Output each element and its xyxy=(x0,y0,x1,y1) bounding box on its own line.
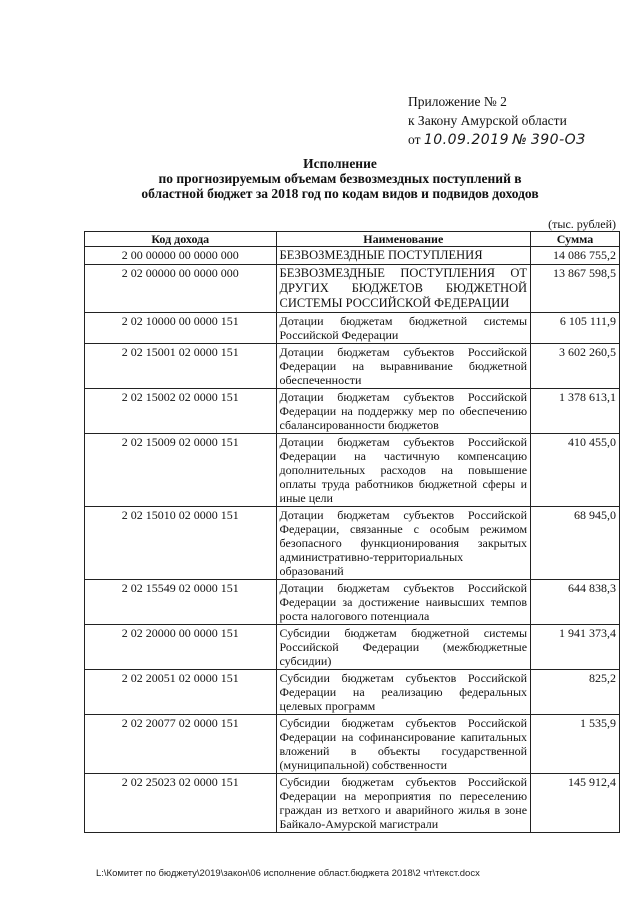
table-row xyxy=(85,715,620,774)
row-code: 2 02 20077 02 0000 151 xyxy=(85,715,277,774)
revenue-table xyxy=(84,231,620,833)
row-name: Субсидии бюджетам бюджетной системы Российской Федерации (межбюджетные субсидии) xyxy=(276,625,531,670)
row-code: 2 02 00000 00 0000 000 xyxy=(85,265,277,313)
row-sum: 644 838,3 xyxy=(531,580,620,625)
table-row xyxy=(85,580,620,625)
table-row xyxy=(85,247,620,265)
row-sum: 68 945,0 xyxy=(531,507,620,580)
handwritten-date: 10.09.2019 xyxy=(423,132,510,148)
row-code: 2 02 15549 02 0000 151 xyxy=(85,580,277,625)
header-code: Код дохода xyxy=(85,232,277,247)
row-code: 2 02 15002 02 0000 151 xyxy=(85,389,277,434)
units-label: (тыс. рублей) xyxy=(548,217,616,231)
row-code: 2 02 15001 02 0000 151 xyxy=(85,344,277,389)
row-sum: 410 455,0 xyxy=(531,434,620,507)
appendix-title: Приложение № 2 xyxy=(408,94,507,109)
row-name: Дотации бюджетам субъектов Российской Федерации на выравнивание бюджетной обеспеченности xyxy=(276,344,531,389)
table-row xyxy=(85,389,620,434)
row-code: 2 02 15009 02 0000 151 xyxy=(85,434,277,507)
heading-line-1: Исполнение xyxy=(303,156,377,171)
heading-line-3: областной бюджет за 2018 год по кодам видов и подвидов доходов xyxy=(141,186,539,201)
appendix-block xyxy=(408,92,586,150)
table-row xyxy=(85,774,620,833)
table-header-row xyxy=(85,232,620,247)
row-code: 2 02 10000 00 0000 151 xyxy=(85,313,277,344)
row-code: 2 02 20051 02 0000 151 xyxy=(85,670,277,715)
row-name: БЕЗВОЗМЕЗДНЫЕ ПОСТУПЛЕНИЯ ОТ ДРУГИХ БЮДЖЕТОВ БЮДЖЕТНОЙ СИСТЕМЫ РОССИЙСКОЙ ФЕДЕРАЦИИ xyxy=(276,265,531,313)
row-sum: 1 378 613,1 xyxy=(531,389,620,434)
table-row xyxy=(85,625,620,670)
row-sum: 13 867 598,5 xyxy=(531,265,620,313)
row-name: Субсидии бюджетам субъектов Российской Федерации на реализацию федеральных целевых программ xyxy=(276,670,531,715)
document-heading xyxy=(60,156,620,201)
row-name: Дотации бюджетам субъектов Российской Федерации на поддержку мер по обеспечению сбалансированности бюджетов xyxy=(276,389,531,434)
row-name: Дотации бюджетам субъектов Российской Федерации на частичную компенсацию дополнительных расходов на повышение оплаты труда работников бюджетной сферы и иные цели xyxy=(276,434,531,507)
row-name: Дотации бюджетам бюджетной системы Российской Федерации xyxy=(276,313,531,344)
row-code: 2 02 25023 02 0000 151 xyxy=(85,774,277,833)
appendix-date-line xyxy=(408,130,586,150)
row-code: 2 02 15010 02 0000 151 xyxy=(85,507,277,580)
table-row xyxy=(85,265,620,313)
row-sum: 1 941 373,4 xyxy=(531,625,620,670)
row-sum: 6 105 111,9 xyxy=(531,313,620,344)
heading-line-2: по прогнозируемым объемам безвозмездных поступлений в xyxy=(158,171,522,186)
row-sum: 1 535,9 xyxy=(531,715,620,774)
row-sum: 145 912,4 xyxy=(531,774,620,833)
appendix-date-prefix: от xyxy=(408,132,421,147)
table-row xyxy=(85,670,620,715)
row-sum: 14 086 755,2 xyxy=(531,247,620,265)
table-row xyxy=(85,313,620,344)
row-code: 2 02 20000 00 0000 151 xyxy=(85,625,277,670)
file-path-footer: L:\Комитет по бюджету\2019\закон\06 исполнение област.бюджета 2018\2 чт\текст.docx xyxy=(96,868,480,879)
row-sum: 3 602 260,5 xyxy=(531,344,620,389)
handwritten-number-sign: № xyxy=(512,132,528,148)
appendix-law-reference: к Закону Амурской области xyxy=(408,113,567,128)
row-name: Дотации бюджетам субъектов Российской Федерации за достижение наивысших темпов роста налогового потенциала xyxy=(276,580,531,625)
table-row xyxy=(85,507,620,580)
header-sum: Сумма xyxy=(531,232,620,247)
header-name: Наименование xyxy=(276,232,531,247)
row-code: 2 00 00000 00 0000 000 xyxy=(85,247,277,265)
table-row xyxy=(85,434,620,507)
row-sum: 825,2 xyxy=(531,670,620,715)
row-name: Субсидии бюджетам субъектов Российской Федерации на софинансирование капитальных вложений в объекты государственной (муниципальной) собственности xyxy=(276,715,531,774)
row-name: БЕЗВОЗМЕЗДНЫЕ ПОСТУПЛЕНИЯ xyxy=(276,247,531,265)
row-name: Дотации бюджетам субъектов Российской Федерации, связанные с особым режимом безопасного функционирования закрытых административно-территориальных образований xyxy=(276,507,531,580)
table-row xyxy=(85,344,620,389)
handwritten-law-number: 390-ОЗ xyxy=(530,132,586,148)
row-name: Субсидии бюджетам субъектов Российской Федерации на мероприятия по переселению граждан из ветхого и аварийного жилья в зоне Байкало-Амурской магистрали xyxy=(276,774,531,833)
